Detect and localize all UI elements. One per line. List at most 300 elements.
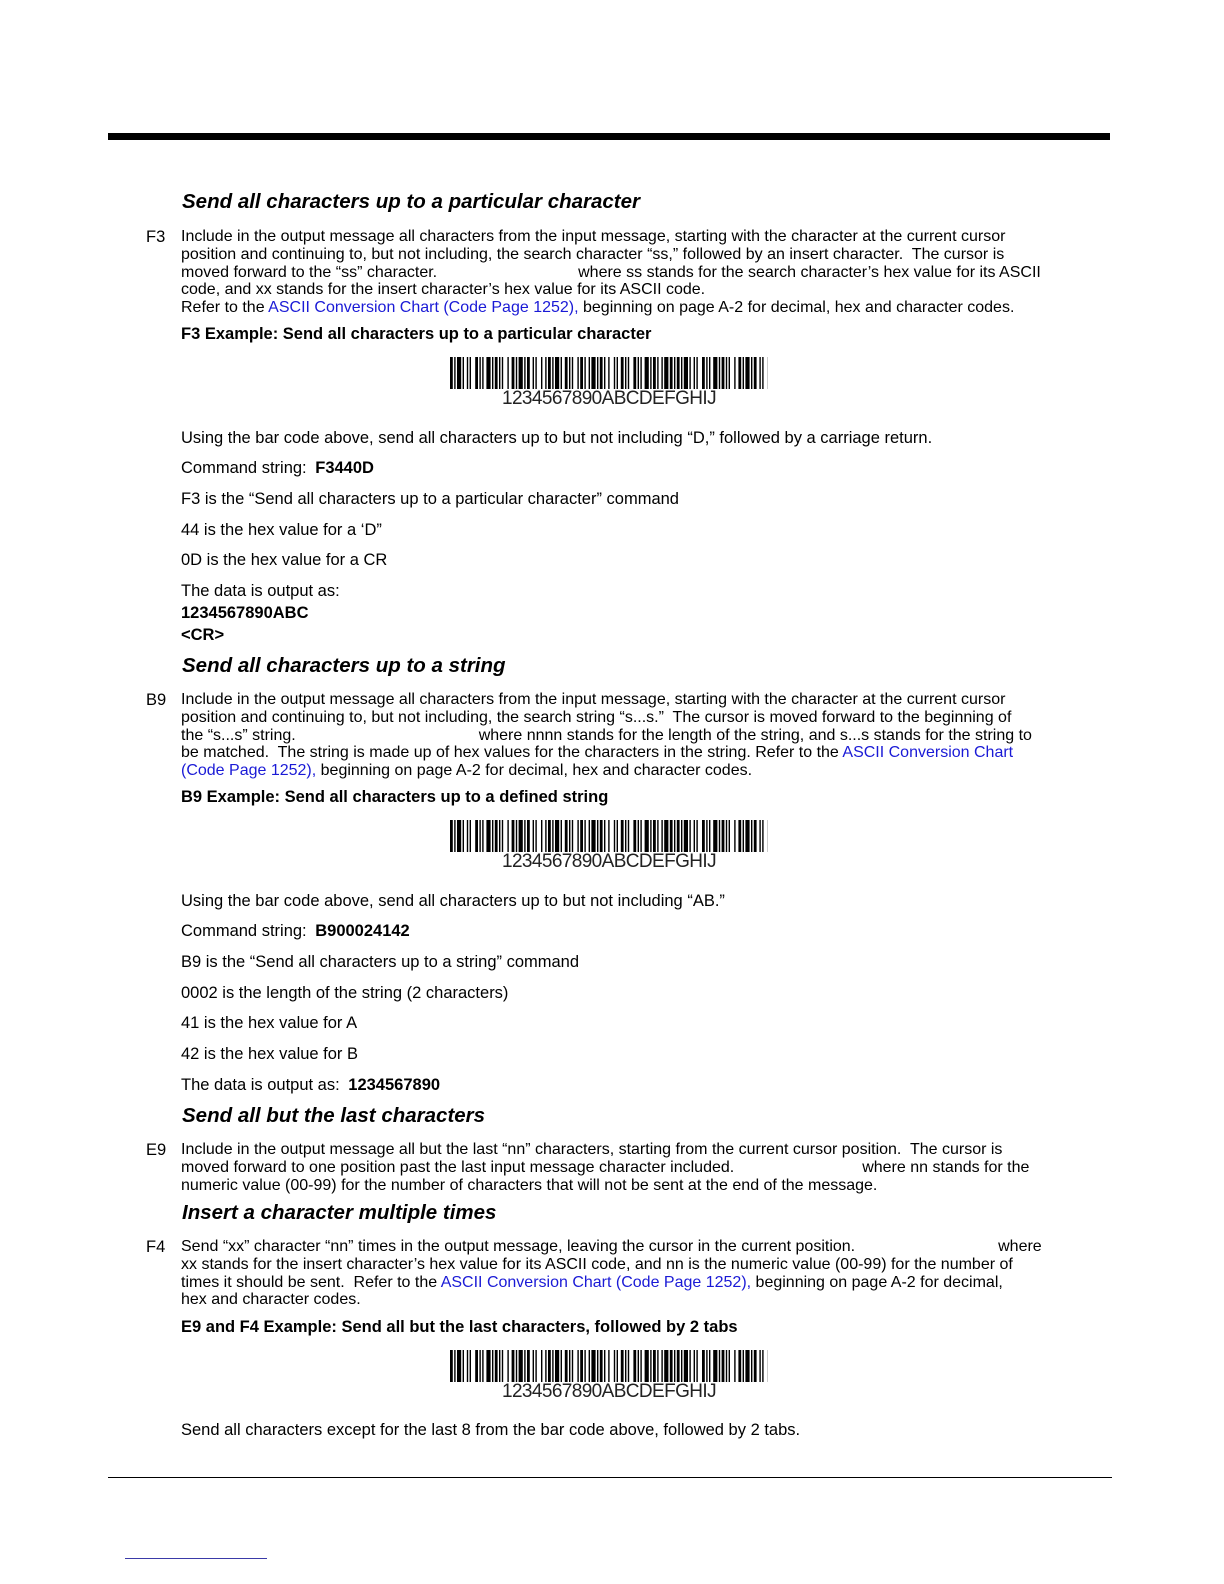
- barcode-bar: [479, 820, 480, 852]
- f3-line-3b: where ss stands for the search character’s hex value for its ASCII: [578, 263, 1041, 281]
- barcode-bar: [754, 1350, 757, 1382]
- b9-line-3: the “s...s” string.: [181, 726, 296, 744]
- barcode-bar: [533, 357, 534, 389]
- barcode-bar: [572, 1350, 573, 1382]
- barcode-bar: [694, 1350, 695, 1382]
- barcode-bar: [584, 357, 585, 389]
- barcode-bar: [729, 1350, 730, 1382]
- f3-barcode-text: 1234567890ABCDEFGHIJ: [501, 388, 716, 409]
- e9-f4-example-heading: E9 and F4 Example: Send all but the last characters, followed by 2 tabs: [181, 1318, 738, 1336]
- barcode-bar: [524, 1350, 525, 1382]
- barcode-bar: [499, 1350, 500, 1382]
- barcode-bar: [502, 1350, 503, 1382]
- barcode-bar: [541, 357, 542, 389]
- barcode-bar: [569, 357, 570, 389]
- barcode-bar: [507, 357, 508, 389]
- footer-rule: [108, 1477, 1112, 1478]
- barcode-bar: [729, 820, 730, 852]
- barcode-bar: [640, 1350, 641, 1382]
- b9-explain-1: B9 is the “Send all characters up to a string” command: [181, 953, 580, 971]
- barcode-bar: [677, 357, 680, 389]
- barcode-bar: [507, 820, 508, 852]
- barcode-bar: [457, 357, 461, 389]
- barcode-bar: [580, 1350, 583, 1382]
- barcode-bar: [638, 357, 639, 389]
- b9-example-heading: B9 Example: Send all characters up to a defined string: [181, 788, 609, 806]
- f3-explain-2: 44 is the hex value for a ‘D”: [181, 521, 382, 539]
- barcode-bar: [657, 820, 658, 852]
- barcode-bar: [541, 820, 542, 852]
- barcode-bar: [475, 357, 478, 389]
- barcode-bar: [545, 1350, 546, 1382]
- barcode-bar: [734, 1350, 735, 1382]
- barcode-bar: [640, 357, 641, 389]
- barcode-bar: [729, 357, 730, 389]
- barcode-bar: [625, 357, 626, 389]
- b9-barcode: [450, 820, 768, 872]
- barcode-bar: [657, 1350, 658, 1382]
- barcode-bar: [674, 1350, 675, 1382]
- barcode-bar: [653, 1350, 656, 1382]
- b9-description: [181, 691, 1109, 780]
- barcode-bar: [719, 820, 720, 852]
- f4-line-4: hex and character codes.: [181, 1291, 361, 1309]
- f3-line-3: moved forward to the “ss” character.: [181, 263, 438, 281]
- f3-output-label: The data is output as:: [181, 582, 340, 600]
- barcode-bar: [519, 820, 523, 852]
- barcode-bar: [507, 1350, 508, 1382]
- b9-output-value: 1234567890: [348, 1076, 441, 1094]
- b9-command-label: Command string:: [181, 922, 307, 940]
- barcode-bar: [555, 1350, 559, 1382]
- barcode-bar: [754, 357, 757, 389]
- barcode-bar: [677, 1350, 680, 1382]
- barcode-bar: [516, 357, 517, 389]
- barcode-bar: [548, 1350, 551, 1382]
- barcode-bar: [664, 357, 668, 389]
- barcode-bar: [492, 1350, 493, 1382]
- barcode-bar: [527, 1350, 530, 1382]
- barcode-bar: [495, 820, 498, 852]
- b9-usage: Using the bar code above, send all characters up to but not including “AB.”: [181, 892, 725, 910]
- barcode-bar: [751, 820, 752, 852]
- barcode-bar: [565, 820, 568, 852]
- barcode-bar: [470, 820, 471, 852]
- barcode-bar: [713, 820, 717, 852]
- f4-usage: Send all characters except for the last 8 from the bar code above, followed by 2 tabs.: [181, 1421, 801, 1439]
- b9-output-label: The data is output as:: [181, 1076, 340, 1094]
- f3-example-heading: F3 Example: Send all characters up to a particular character: [181, 325, 652, 343]
- barcode-bar: [561, 1350, 562, 1382]
- e9-description: [181, 1141, 1109, 1194]
- barcode-bar: [738, 820, 741, 852]
- barcode-bars: [450, 1350, 768, 1382]
- barcode-bar: [719, 1350, 720, 1382]
- barcode-bar: [664, 1350, 668, 1382]
- f3-line-4: code, and xx stands for the insert character’s hex value for its ASCII code.: [181, 281, 706, 299]
- barcode-bar: [535, 820, 536, 852]
- e9-line-3: numeric value (00-99) for the number of characters that will not be sent at the end of the message.: [181, 1176, 878, 1194]
- barcode-bar: [589, 1350, 590, 1382]
- barcode-bar: [486, 1350, 490, 1382]
- barcode-bar: [516, 1350, 517, 1382]
- f4-line-3-end: beginning on page A-2 for decimal,: [751, 1273, 1003, 1291]
- barcode-bars: [450, 820, 768, 852]
- barcode-bar: [645, 357, 649, 389]
- f3-barcode: [450, 357, 768, 409]
- barcode-bar: [589, 357, 590, 389]
- b9-ascii-chart-link[interactable]: ASCII Conversion Chart: [842, 744, 1014, 762]
- barcode-bar: [608, 1350, 609, 1382]
- barcode-bar: [684, 357, 688, 389]
- barcode-bar: [754, 820, 757, 852]
- barcode-bar: [600, 1350, 603, 1382]
- barcode-bar: [628, 820, 629, 852]
- barcode-bar: [681, 820, 682, 852]
- f4-description: [181, 1238, 1109, 1309]
- barcode-bar: [561, 820, 562, 852]
- barcode-bar: [625, 820, 626, 852]
- barcode-bar: [640, 820, 641, 852]
- barcode-bar: [719, 357, 720, 389]
- barcode-bar: [450, 357, 453, 389]
- barcode-bar: [527, 820, 530, 852]
- barcode-bar: [486, 820, 490, 852]
- barcode-bar: [561, 357, 562, 389]
- barcode-bar: [650, 1350, 651, 1382]
- e9-line-2b: where nn stands for the: [862, 1158, 1030, 1176]
- barcode-bar: [499, 357, 500, 389]
- barcode-bar: [709, 1350, 710, 1382]
- barcode-bar: [597, 1350, 598, 1382]
- barcode-bar: [519, 357, 523, 389]
- barcode-bar: [591, 1350, 595, 1382]
- barcode-bar: [617, 820, 618, 852]
- barcode-bar: [614, 820, 615, 852]
- barcode-bar: [709, 357, 710, 389]
- barcode-bar: [533, 820, 534, 852]
- f4-ascii-chart-link[interactable]: ASCII Conversion Chart (Code Page 1252),: [440, 1273, 752, 1291]
- barcode-bar: [633, 820, 636, 852]
- barcode-bar: [589, 820, 590, 852]
- barcode-bar: [681, 357, 682, 389]
- barcode-bar: [661, 820, 662, 852]
- barcode-bar: [734, 820, 735, 852]
- barcode-bar: [524, 820, 525, 852]
- b9-line-3b: where nnnn stands for the length of the string, and s...s stands for the string to: [478, 726, 1032, 744]
- barcode-bar: [689, 820, 690, 852]
- barcode-bar: [759, 820, 760, 852]
- barcode-bar: [569, 820, 570, 852]
- b9-explain-3: 41 is the hex value for A: [181, 1014, 358, 1032]
- barcode-bar: [645, 820, 649, 852]
- barcode-bar: [745, 357, 749, 389]
- barcode-bar: [696, 357, 697, 389]
- barcode-bar: [664, 820, 668, 852]
- barcode-bar: [743, 1350, 744, 1382]
- barcode-bar: [713, 1350, 717, 1382]
- barcode-bar: [653, 357, 656, 389]
- barcode-bar: [479, 1350, 480, 1382]
- e9-line-1: Include in the output message all but the last “nn” characters, starting from the current cursor position. The cursor is: [181, 1141, 1003, 1158]
- barcode-bar: [533, 1350, 534, 1382]
- barcode-bar: [584, 1350, 585, 1382]
- barcode-bar: [577, 1350, 578, 1382]
- barcode-bar: [519, 1350, 523, 1382]
- f3-explain-1: F3 is the “Send all characters up to a particular character” command: [181, 490, 679, 508]
- barcode-bar: [709, 820, 710, 852]
- barcode-bar: [502, 820, 503, 852]
- barcode-bar: [527, 357, 530, 389]
- barcode-bar: [638, 1350, 639, 1382]
- barcode-bar: [463, 357, 464, 389]
- b9-command-row: [181, 922, 410, 941]
- barcode-bar: [684, 820, 688, 852]
- barcode-bar: [633, 357, 636, 389]
- barcode-bar: [745, 820, 749, 852]
- barcode-bar: [597, 820, 598, 852]
- f4-line-3: times it should be sent. Refer to the: [181, 1273, 441, 1291]
- barcode-bar: [645, 1350, 649, 1382]
- barcode-bar: [696, 1350, 697, 1382]
- barcode-bar: [617, 357, 618, 389]
- barcode-bar: [580, 820, 583, 852]
- barcode-bar: [762, 1350, 763, 1382]
- barcode-bar: [734, 357, 735, 389]
- f3-description: [181, 228, 1109, 317]
- barcode-bar: [502, 357, 503, 389]
- barcode-bar: [577, 357, 578, 389]
- barcode-bar: [463, 820, 464, 852]
- barcode-bar: [591, 357, 595, 389]
- barcode-bar: [572, 820, 573, 852]
- barcode-bar: [653, 820, 656, 852]
- barcode-bar: [479, 357, 480, 389]
- barcode-bar: [486, 357, 490, 389]
- barcode-bar: [674, 357, 675, 389]
- e9-heading: Send all but the last characters: [182, 1104, 486, 1127]
- barcode-bar: [689, 357, 690, 389]
- barcode-bar: [696, 820, 697, 852]
- barcode-bar: [470, 1350, 471, 1382]
- barcode-bar: [512, 357, 515, 389]
- f4-code: F4: [146, 1238, 166, 1256]
- barcode-bar: [762, 820, 763, 852]
- barcode-bar: [681, 1350, 682, 1382]
- barcode-bar: [726, 820, 727, 852]
- barcode-bar: [482, 357, 483, 389]
- f3-output-line-2: <CR>: [181, 626, 225, 644]
- barcode-bar: [512, 820, 515, 852]
- barcode-bar: [722, 820, 725, 852]
- barcode-bar: [706, 357, 707, 389]
- b9-code: B9: [146, 691, 167, 709]
- barcode-bar: [552, 820, 553, 852]
- barcode-bar: [670, 1350, 673, 1382]
- barcode-bar: [467, 357, 468, 389]
- barcode-bar: [454, 357, 455, 389]
- barcode-bar: [565, 357, 568, 389]
- barcode-bar: [614, 357, 615, 389]
- barcode-bar: [677, 820, 680, 852]
- barcode-bar: [565, 1350, 568, 1382]
- b9-heading: Send all characters up to a string: [182, 654, 506, 677]
- barcode-bar: [577, 820, 578, 852]
- barcode-bar: [702, 820, 705, 852]
- barcode-bar: [569, 1350, 570, 1382]
- barcode-bar: [694, 357, 695, 389]
- barcode-bar: [617, 1350, 618, 1382]
- f4-barcode: [450, 1350, 768, 1402]
- b9-line-1: Include in the output message all characters from the input message, starting with the character at the current cursor: [181, 691, 1006, 708]
- barcode-bar: [638, 820, 639, 852]
- barcode-bar: [545, 820, 546, 852]
- barcode-bar: [450, 820, 453, 852]
- barcode-bar: [650, 820, 651, 852]
- barcode-bar: [726, 357, 727, 389]
- barcode-bar: [555, 357, 559, 389]
- b9-output-row: [181, 1076, 440, 1095]
- f3-command-label: Command string:: [181, 459, 307, 477]
- barcode-bar: [621, 820, 624, 852]
- barcode-bar: [670, 820, 673, 852]
- f3-heading: Send all characters up to a particular character: [182, 190, 641, 213]
- barcode-bar: [467, 820, 468, 852]
- barcode-bar: [524, 357, 525, 389]
- barcode-bars: [450, 357, 768, 389]
- e9-code: E9: [146, 1141, 167, 1159]
- barcode-bar: [738, 1350, 741, 1382]
- barcode-bar: [628, 357, 629, 389]
- b9-explain-4: 42 is the hex value for B: [181, 1045, 359, 1063]
- barcode-bar: [738, 357, 741, 389]
- barcode-bar: [604, 357, 605, 389]
- barcode-bar: [722, 1350, 725, 1382]
- b9-explain-2: 0002 is the length of the string (2 characters): [181, 984, 509, 1002]
- barcode-bar: [512, 1350, 515, 1382]
- barcode-bar: [604, 1350, 605, 1382]
- barcode-bar: [608, 357, 609, 389]
- barcode-bar: [482, 820, 483, 852]
- barcode-bar: [535, 357, 536, 389]
- f3-line-2: position and continuing to, but not including, the search character “ss,” followed by an insert character. The cursor is: [181, 245, 1005, 263]
- barcode-bar: [657, 357, 658, 389]
- barcode-bar: [470, 357, 471, 389]
- f4-line-1b: where: [998, 1238, 1042, 1255]
- f3-command-value: F3440D: [315, 459, 374, 477]
- barcode-bar: [600, 820, 603, 852]
- barcode-bar: [759, 1350, 760, 1382]
- barcode-bar: [548, 357, 551, 389]
- barcode-bar: [759, 357, 760, 389]
- barcode-bar: [584, 820, 585, 852]
- barcode-bar: [713, 357, 717, 389]
- b9-line-5-end: beginning on page A-2 for decimal, hex and character codes.: [316, 762, 753, 780]
- f4-barcode-text: 1234567890ABCDEFGHIJ: [501, 1381, 716, 1402]
- header-rule: [108, 133, 1110, 140]
- barcode-bar: [743, 357, 744, 389]
- barcode-bar: [475, 820, 478, 852]
- barcode-bar: [608, 820, 609, 852]
- barcode-bar: [495, 1350, 498, 1382]
- barcode-bar: [457, 820, 461, 852]
- barcode-bar: [516, 820, 517, 852]
- barcode-bar: [745, 1350, 749, 1382]
- barcode-bar: [535, 1350, 536, 1382]
- barcode-bar: [625, 1350, 626, 1382]
- f4-heading: Insert a character multiple times: [182, 1201, 497, 1224]
- barcode-bar: [492, 357, 493, 389]
- barcode-bar: [545, 357, 546, 389]
- f3-line-5-end: beginning on page A-2 for decimal, hex and character codes.: [578, 299, 1015, 317]
- barcode-bar: [591, 820, 595, 852]
- barcode-bar: [597, 357, 598, 389]
- barcode-bar: [548, 820, 551, 852]
- b9-line-2: position and continuing to, but not including, the search string “s...s.” The cursor is moved forward to the beginning of: [181, 708, 1012, 726]
- b9-barcode-text: 1234567890ABCDEFGHIJ: [501, 851, 716, 872]
- b9-ascii-chart-link-cont[interactable]: (Code Page 1252),: [181, 762, 317, 780]
- barcode-bar: [706, 820, 707, 852]
- barcode-bar: [722, 357, 725, 389]
- b9-line-4: be matched. The string is made up of hex values for the characters in the string. Refer to the: [181, 744, 843, 762]
- barcode-bar: [751, 357, 752, 389]
- barcode-bar: [726, 1350, 727, 1382]
- barcode-bar: [499, 820, 500, 852]
- barcode-bar: [552, 357, 553, 389]
- barcode-bar: [621, 1350, 624, 1382]
- barcode-bar: [650, 357, 651, 389]
- f3-ascii-chart-link[interactable]: ASCII Conversion Chart (Code Page 1252),: [268, 299, 579, 317]
- barcode-bar: [495, 357, 498, 389]
- barcode-bar: [475, 1350, 478, 1382]
- f3-code: F3: [146, 228, 166, 246]
- barcode-bar: [670, 357, 673, 389]
- f3-usage: Using the bar code above, send all characters up to but not including “D,” followed by a carriage return.: [181, 429, 933, 447]
- barcode-bar: [689, 1350, 690, 1382]
- barcode-bar: [454, 820, 455, 852]
- barcode-bar: [628, 1350, 629, 1382]
- barcode-bar: [694, 820, 695, 852]
- f4-line-1: Send “xx” character “nn” times in the output message, leaving the cursor in the current position.: [181, 1238, 856, 1255]
- barcode-bar: [580, 357, 583, 389]
- e9-line-2: moved forward to one position past the last input message character included.: [181, 1158, 735, 1176]
- barcode-bar: [604, 820, 605, 852]
- barcode-bar: [555, 820, 559, 852]
- f3-output-line-1: 1234567890ABC: [181, 604, 309, 622]
- barcode-bar: [661, 1350, 662, 1382]
- f3-line-5: Refer to the: [181, 299, 269, 317]
- barcode-bar: [621, 357, 624, 389]
- barcode-bar: [463, 1350, 464, 1382]
- barcode-bar: [743, 820, 744, 852]
- barcode-bar: [702, 1350, 705, 1382]
- barcode-bar: [674, 820, 675, 852]
- barcode-bar: [684, 1350, 688, 1382]
- barcode-bar: [661, 357, 662, 389]
- barcode-bar: [541, 1350, 542, 1382]
- f3-explain-3: 0D is the hex value for a CR: [181, 551, 388, 569]
- barcode-bar: [633, 1350, 636, 1382]
- f3-line-1: Include in the output message all characters from the input message, starting with the character at the current cursor: [181, 228, 1006, 245]
- barcode-bar: [454, 1350, 455, 1382]
- barcode-bar: [467, 1350, 468, 1382]
- barcode-bar: [762, 357, 763, 389]
- f3-command-row: [181, 459, 374, 478]
- barcode-bar: [492, 820, 493, 852]
- barcode-bar: [600, 357, 603, 389]
- barcode-bar: [552, 1350, 553, 1382]
- barcode-bar: [450, 1350, 453, 1382]
